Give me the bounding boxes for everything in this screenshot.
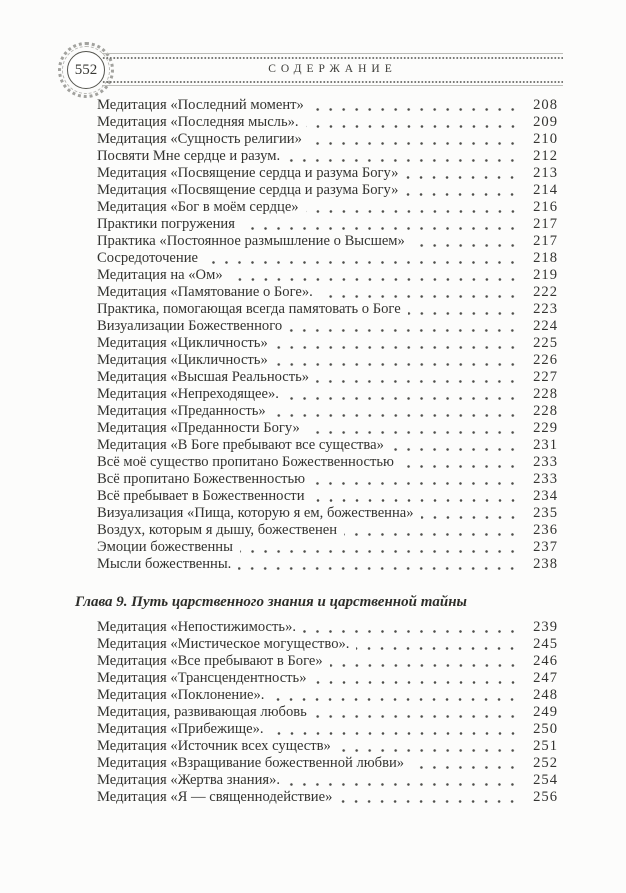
toc-entry-page: 248 — [533, 687, 558, 703]
toc-entry — [97, 250, 558, 267]
dot-leader — [312, 499, 520, 502]
toc-entry-title: Медитация «Все пребывают в Боге» — [97, 653, 323, 669]
toc-entry — [97, 454, 558, 471]
toc-entry-title: Всё пребывает в Божественности — [97, 488, 305, 504]
dot-leader — [411, 766, 519, 769]
toc-entry — [97, 403, 558, 420]
toc-entry-title: Медитация «Жертва знания». — [97, 772, 281, 788]
toc-entry-page: 245 — [533, 636, 558, 652]
toc-entry — [97, 335, 558, 352]
toc-entry — [97, 488, 558, 505]
toc-entry-title: Эмоции божественны — [97, 539, 233, 555]
dot-leader — [309, 142, 519, 145]
toc-entry — [97, 755, 558, 772]
dot-leader — [230, 278, 519, 281]
dot-leader — [401, 465, 519, 468]
dot-leader — [339, 800, 519, 803]
toc-entry-title: Медитация на «Ом» — [97, 267, 223, 283]
toc-entry — [97, 437, 558, 454]
toc-entry-page: 229 — [533, 420, 558, 436]
dot-leader — [275, 363, 519, 366]
toc-entry — [97, 148, 558, 165]
dot-leader — [391, 448, 519, 451]
toc-entry-page: 246 — [533, 653, 558, 669]
dot-leader — [338, 749, 519, 752]
toc-entry-title: Визуализация «Пища, которую я ем, божественна» — [97, 505, 414, 521]
toc-entry-title: Практики погружения — [97, 216, 235, 232]
table-of-contents — [75, 97, 558, 806]
dot-leader — [307, 431, 519, 434]
toc-entry-title: Всё пропитано Божественностью — [97, 471, 306, 487]
toc-entry — [97, 114, 558, 131]
toc-entry — [97, 420, 558, 437]
toc-entry — [97, 352, 558, 369]
toc-entry-title: Медитация «Последняя мысль». — [97, 114, 299, 130]
dot-leader — [421, 516, 519, 519]
toc-entry-page: 233 — [533, 471, 558, 487]
toc-entry-title: Медитация «Цикличность» — [97, 335, 268, 351]
toc-entry — [97, 789, 558, 806]
header-rule-bottom — [102, 85, 563, 86]
header-dotted-rule-bottom — [102, 81, 563, 83]
toc-entry-title: Медитация «Посвящение сердца и разума Богу» — [97, 182, 399, 198]
toc-entry-page: 234 — [533, 488, 558, 504]
toc-section-rows — [97, 97, 558, 573]
dot-leader — [314, 715, 519, 718]
toc-entry-title: Медитация «Бог в моём сердце» — [97, 199, 299, 215]
toc-entry-title: Медитация «Поклонение». — [97, 687, 265, 703]
toc-entry-title: Медитация «Трансцендентность» — [97, 670, 307, 686]
toc-entry-title: Медитация «Преданность» — [97, 403, 266, 419]
toc-entry — [97, 97, 558, 114]
dot-leader — [271, 732, 519, 735]
toc-entry — [97, 670, 558, 687]
toc-entry-title: Воздух, которым я дышу, божественен — [97, 522, 338, 538]
dot-leader — [405, 193, 519, 196]
dot-leader — [275, 346, 519, 349]
toc-entry — [97, 704, 558, 721]
toc-entry-title: Мысли божественны. — [97, 556, 232, 572]
dot-leader — [316, 380, 519, 383]
toc-entry-page: 250 — [533, 721, 558, 737]
toc-entry-page: 223 — [533, 301, 558, 317]
toc-entry-title: Медитация «Взращивание божественной любви» — [97, 755, 405, 771]
dot-leader — [240, 550, 519, 553]
toc-entry-title: Медитация «Источник всех существ» — [97, 738, 331, 754]
toc-entry-title: Медитация «Прибежище». — [97, 721, 264, 737]
toc-entry — [97, 267, 558, 284]
dot-leader — [303, 630, 519, 633]
dot-leader — [311, 108, 519, 111]
toc-entry-page: 208 — [533, 97, 558, 113]
dot-leader — [238, 567, 519, 570]
content-header-band — [102, 53, 563, 86]
toc-entry-page: 249 — [533, 704, 558, 720]
toc-entry-page: 210 — [533, 131, 558, 147]
toc-entry-page: 213 — [533, 165, 558, 181]
toc-entry — [97, 318, 558, 335]
toc-entry-title: Медитация «Непостижимость». — [97, 619, 297, 635]
toc-entry-page: 228 — [533, 403, 558, 419]
toc-entry-title: Медитация, развивающая любовь — [97, 704, 307, 720]
toc-entry-title: Медитация «Высшая Реальность» — [97, 369, 310, 385]
toc-entry-title: Медитация «Непреходящее». — [97, 386, 279, 402]
toc-entry-title: Практика «Постоянное размышление о Высшем» — [97, 233, 405, 249]
toc-entry — [97, 233, 558, 250]
toc-entry — [97, 301, 558, 318]
toc-entry-title: Медитация «В Боге пребывают все существа» — [97, 437, 384, 453]
dot-leader — [205, 261, 519, 264]
header-rule-top — [102, 53, 563, 54]
page-number: 552 — [67, 51, 105, 89]
toc-entry — [97, 386, 558, 403]
toc-entry — [97, 721, 558, 738]
toc-entry-title: Медитация «Сущность религии» — [97, 131, 302, 147]
dot-leader — [405, 176, 519, 179]
dot-leader — [287, 159, 519, 162]
dot-leader — [330, 664, 519, 667]
toc-entry — [97, 738, 558, 755]
toc-entry-title: Медитация «Я — священнодействие» — [97, 789, 333, 805]
toc-entry — [97, 505, 558, 522]
toc-entry — [97, 539, 558, 556]
toc-entry-page: 239 — [533, 619, 558, 635]
toc-entry-page: 252 — [533, 755, 558, 771]
toc-entry — [97, 522, 558, 539]
toc-entry — [97, 369, 558, 386]
toc-entry-page: 214 — [533, 182, 558, 198]
header-title: СОДЕРЖАНИЕ — [268, 63, 397, 75]
toc-entry-title: Медитация «Посвящение сердца и разума Богу» — [97, 165, 399, 181]
toc-entry-page: 237 — [533, 539, 558, 555]
toc-entry-title: Медитация «Памятование о Боге». — [97, 284, 313, 300]
toc-entry — [97, 471, 558, 488]
toc-entry-page: 251 — [533, 738, 558, 754]
dot-leader — [287, 783, 519, 786]
dot-leader — [344, 533, 519, 536]
toc-entry-page: 227 — [533, 369, 558, 385]
toc-entry-page: 226 — [533, 352, 558, 368]
toc-entry-page: 218 — [533, 250, 558, 266]
toc-entry-page: 235 — [533, 505, 558, 521]
toc-entry-page: 231 — [533, 437, 558, 453]
dot-leader — [314, 681, 520, 684]
header-dotted-rule-top — [102, 57, 563, 59]
toc-entry-title: Медитация «Последний момент» — [97, 97, 304, 113]
toc-entry-title: Посвяти Мне сердце и разум. — [97, 148, 281, 164]
toc-entry-title: Медитация «Преданности Богу» — [97, 420, 300, 436]
dot-leader — [289, 329, 519, 332]
dot-leader — [356, 647, 519, 650]
toc-section — [97, 97, 558, 573]
dot-leader — [412, 244, 519, 247]
dot-leader — [320, 295, 519, 298]
toc-entry-title: Практика, помогающая всегда памятовать о Боге — [97, 301, 401, 317]
toc-entry-page: 224 — [533, 318, 558, 334]
toc-entry-title: Медитация «Мистическое могущество». — [97, 636, 350, 652]
dot-leader — [312, 482, 519, 485]
toc-entry — [97, 687, 558, 704]
toc-entry-page: 254 — [533, 772, 558, 788]
chapter-heading: Глава 9. Путь царственного знания и царственной тайны — [75, 594, 467, 610]
toc-entry-page: 222 — [533, 284, 558, 300]
dot-leader — [408, 312, 519, 315]
toc-entry-title: Визуализации Божественного — [97, 318, 283, 334]
toc-entry-page: 217 — [533, 233, 558, 249]
toc-entry-title: Медитация «Цикличность» — [97, 352, 268, 368]
toc-entry — [97, 636, 558, 653]
toc-entry-title: Всё моё существо пропитано Божественностью — [97, 454, 394, 470]
dot-leader — [286, 397, 519, 400]
toc-entry-page: 219 — [533, 267, 558, 283]
toc-entry — [97, 772, 558, 789]
toc-section — [75, 593, 558, 806]
toc-entry — [97, 556, 558, 573]
toc-entry-page: 238 — [533, 556, 558, 572]
toc-entry-page: 233 — [533, 454, 558, 470]
toc-entry — [97, 216, 558, 233]
dot-leader — [306, 210, 519, 213]
toc-entry-page: 209 — [533, 114, 558, 130]
toc-entry — [97, 619, 558, 636]
dot-leader — [271, 698, 519, 701]
toc-entry-page: 217 — [533, 216, 558, 232]
dot-leader — [242, 227, 519, 230]
toc-entry — [97, 131, 558, 148]
toc-entry-page: 247 — [533, 670, 558, 686]
toc-entry — [97, 653, 558, 670]
toc-section-rows — [97, 619, 558, 806]
toc-entry — [97, 165, 558, 182]
toc-entry-title: Сосредоточение — [97, 250, 199, 266]
toc-entry-page: 236 — [533, 522, 558, 538]
toc-entry-page: 228 — [533, 386, 558, 402]
toc-entry — [97, 182, 558, 199]
dot-leader — [273, 414, 519, 417]
toc-entry-page: 212 — [533, 148, 558, 164]
dot-leader — [306, 125, 519, 128]
toc-entry-page: 225 — [533, 335, 558, 351]
toc-entry — [97, 199, 558, 216]
toc-entry — [97, 284, 558, 301]
toc-entry-page: 216 — [533, 199, 558, 215]
toc-entry-page: 256 — [533, 789, 558, 805]
